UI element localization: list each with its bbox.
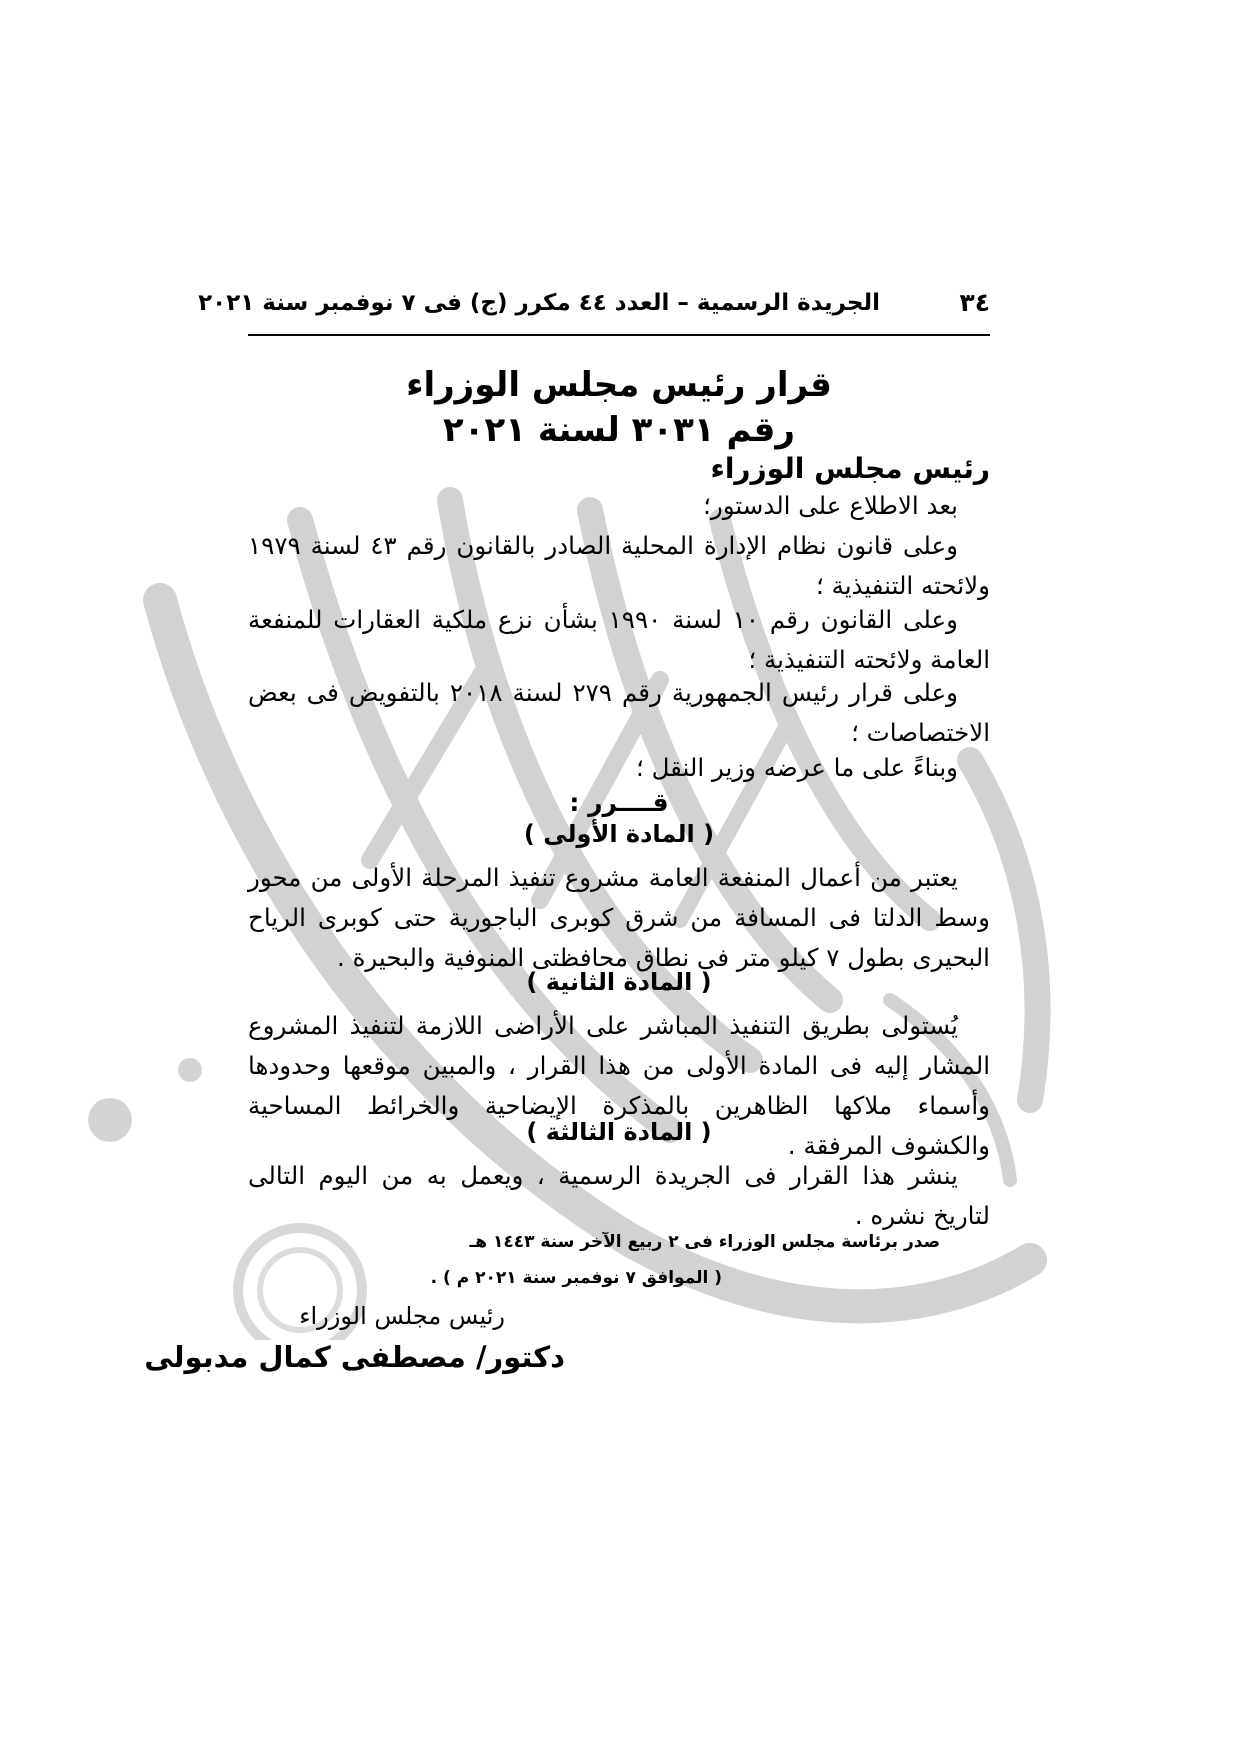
- issuer-heading: رئيس مجلس الوزراء: [710, 452, 990, 485]
- corresponding-date: ( الموافق ٧ نوفمبر سنة ٢٠٢١ م ) .: [430, 1268, 722, 1288]
- header-rule: [248, 334, 990, 336]
- preamble-line: وبناءً على ما عرضه وزير النقل ؛: [636, 753, 958, 782]
- preamble-line: وعلى القانون رقم ١٠ لسنة ١٩٩٠ بشأن نزع ملكية العقارات للمنفعة العامة ولائحته التنفيذية ؛: [248, 605, 990, 674]
- article-text: ينشر هذا القرار فى الجريدة الرسمية ، ويعمل به من اليوم التالى لتاريخ نشره .: [248, 1161, 990, 1230]
- signature-name: دكتور/ مصطفى كمال مدبولى: [144, 1340, 565, 1374]
- preamble-line: وعلى قرار رئيس الجمهورية رقم ٢٧٩ لسنة ٢٠١٨ بالتفويض فى بعض الاختصاصات ؛: [248, 678, 990, 747]
- header-text: الجريدة الرسمية – العدد ٤٤ مكرر (ج) فى ٧ نوفمبر سنة ٢٠٢١: [198, 290, 880, 316]
- issued-date: صدر برئاسة مجلس الوزراء فى ٢ ربيع الآخر سنة ١٤٤٣ هـ: [469, 1232, 940, 1252]
- decree-number: رقم ٣٠٣١ لسنة ٢٠٢١: [443, 410, 795, 450]
- page-number: ٣٤: [959, 288, 990, 317]
- preamble-line: بعد الاطلاع على الدستور؛: [703, 491, 958, 520]
- decided-heading: قــــرر :: [569, 788, 669, 817]
- article-heading: ( المادة الثانية ): [526, 968, 712, 996]
- preamble-line: وعلى قانون نظام الإدارة المحلية الصادر بالقانون رقم ٤٣ لسنة ١٩٧٩ ولائحته التنفيذية ؛: [248, 531, 990, 600]
- decree-title: قرار رئيس مجلس الوزراء: [406, 365, 832, 405]
- article-text: يُستولى بطريق التنفيذ المباشر على الأراضى اللازمة لتنفيذ المشروع المشار إليه فى المادة الأولى من هذا القرار ، والمبين موقعها وحدودها وأسماء ملاكها الظاهرين بالمذكرة الإيضاحية والخرائط المساحية والكشوف المرفقة .: [248, 1011, 990, 1160]
- page-header: [198, 282, 990, 322]
- article-text: يعتبر من أعمال المنفعة العامة مشروع تنفيذ المرحلة الأولى من محور وسط الدلتا فى المسافة من شرق كوبرى الباجورية حتى كوبرى الرياح البحيرى بطول ٧ كيلو متر فى نطاق محافظتى المنوفية والبحيرة .: [248, 863, 990, 972]
- signature-title: رئيس مجلس الوزراء: [299, 1302, 505, 1330]
- article-heading: ( المادة الثالثة ): [526, 1118, 712, 1146]
- article-heading: ( المادة الأولى ): [523, 820, 715, 848]
